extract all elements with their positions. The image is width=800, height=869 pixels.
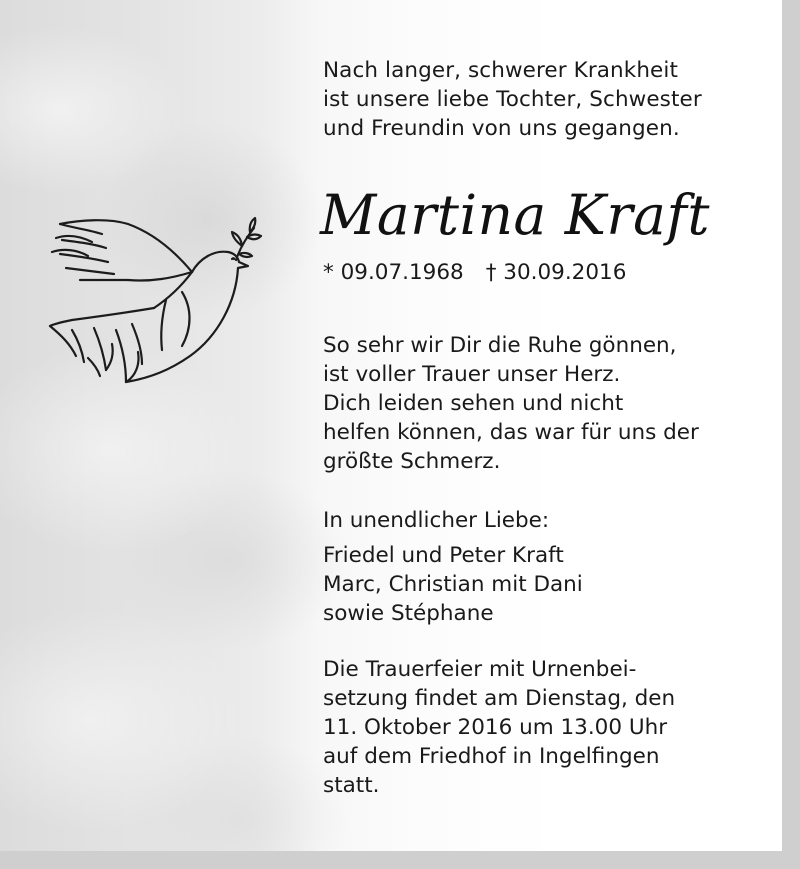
funeral-line: setzung findet am Dienstag, den bbox=[323, 686, 676, 711]
verse-line: So sehr wir Dir die Ruhe gönnen, bbox=[323, 333, 677, 358]
intro-line: Nach langer, schwerer Krankheit bbox=[323, 58, 678, 83]
funeral-info bbox=[323, 655, 675, 800]
mourner-line: Marc, Christian mit Dani bbox=[323, 572, 583, 597]
verse-line: helfen können, das war für uns der bbox=[323, 420, 699, 445]
intro-text bbox=[323, 56, 763, 143]
deceased-name: Martina Kraft bbox=[320, 183, 710, 247]
birth-date: * 09.07.1968 bbox=[323, 260, 464, 285]
funeral-line: auf dem Friedhof in Ingelfingen bbox=[323, 744, 660, 769]
funeral-line: 11. Oktober 2016 um 13.00 Uhr bbox=[323, 715, 668, 740]
mourner-line: Friedel und Peter Kraft bbox=[323, 543, 564, 568]
mourners-list bbox=[323, 541, 583, 628]
funeral-line: statt. bbox=[323, 773, 380, 798]
verse-line: ist voller Trauer unser Herz. bbox=[323, 362, 621, 387]
mourners-heading: In unendlicher Liebe: bbox=[323, 508, 550, 533]
life-dates bbox=[323, 258, 626, 287]
verse-text bbox=[323, 331, 699, 476]
intro-line: ist unsere liebe Tochter, Schwester bbox=[323, 87, 702, 112]
death-date: † 30.09.2016 bbox=[485, 260, 627, 285]
dove-with-olive-branch-icon bbox=[42, 212, 274, 392]
verse-line: Dich leiden sehen und nicht bbox=[323, 391, 624, 416]
funeral-line: Die Trauerfeier mit Urnenbei- bbox=[323, 657, 637, 682]
intro-line: und Freundin von uns gegangen. bbox=[323, 116, 680, 141]
mourner-line: sowie Stéphane bbox=[323, 601, 494, 626]
verse-line: größte Schmerz. bbox=[323, 449, 501, 474]
